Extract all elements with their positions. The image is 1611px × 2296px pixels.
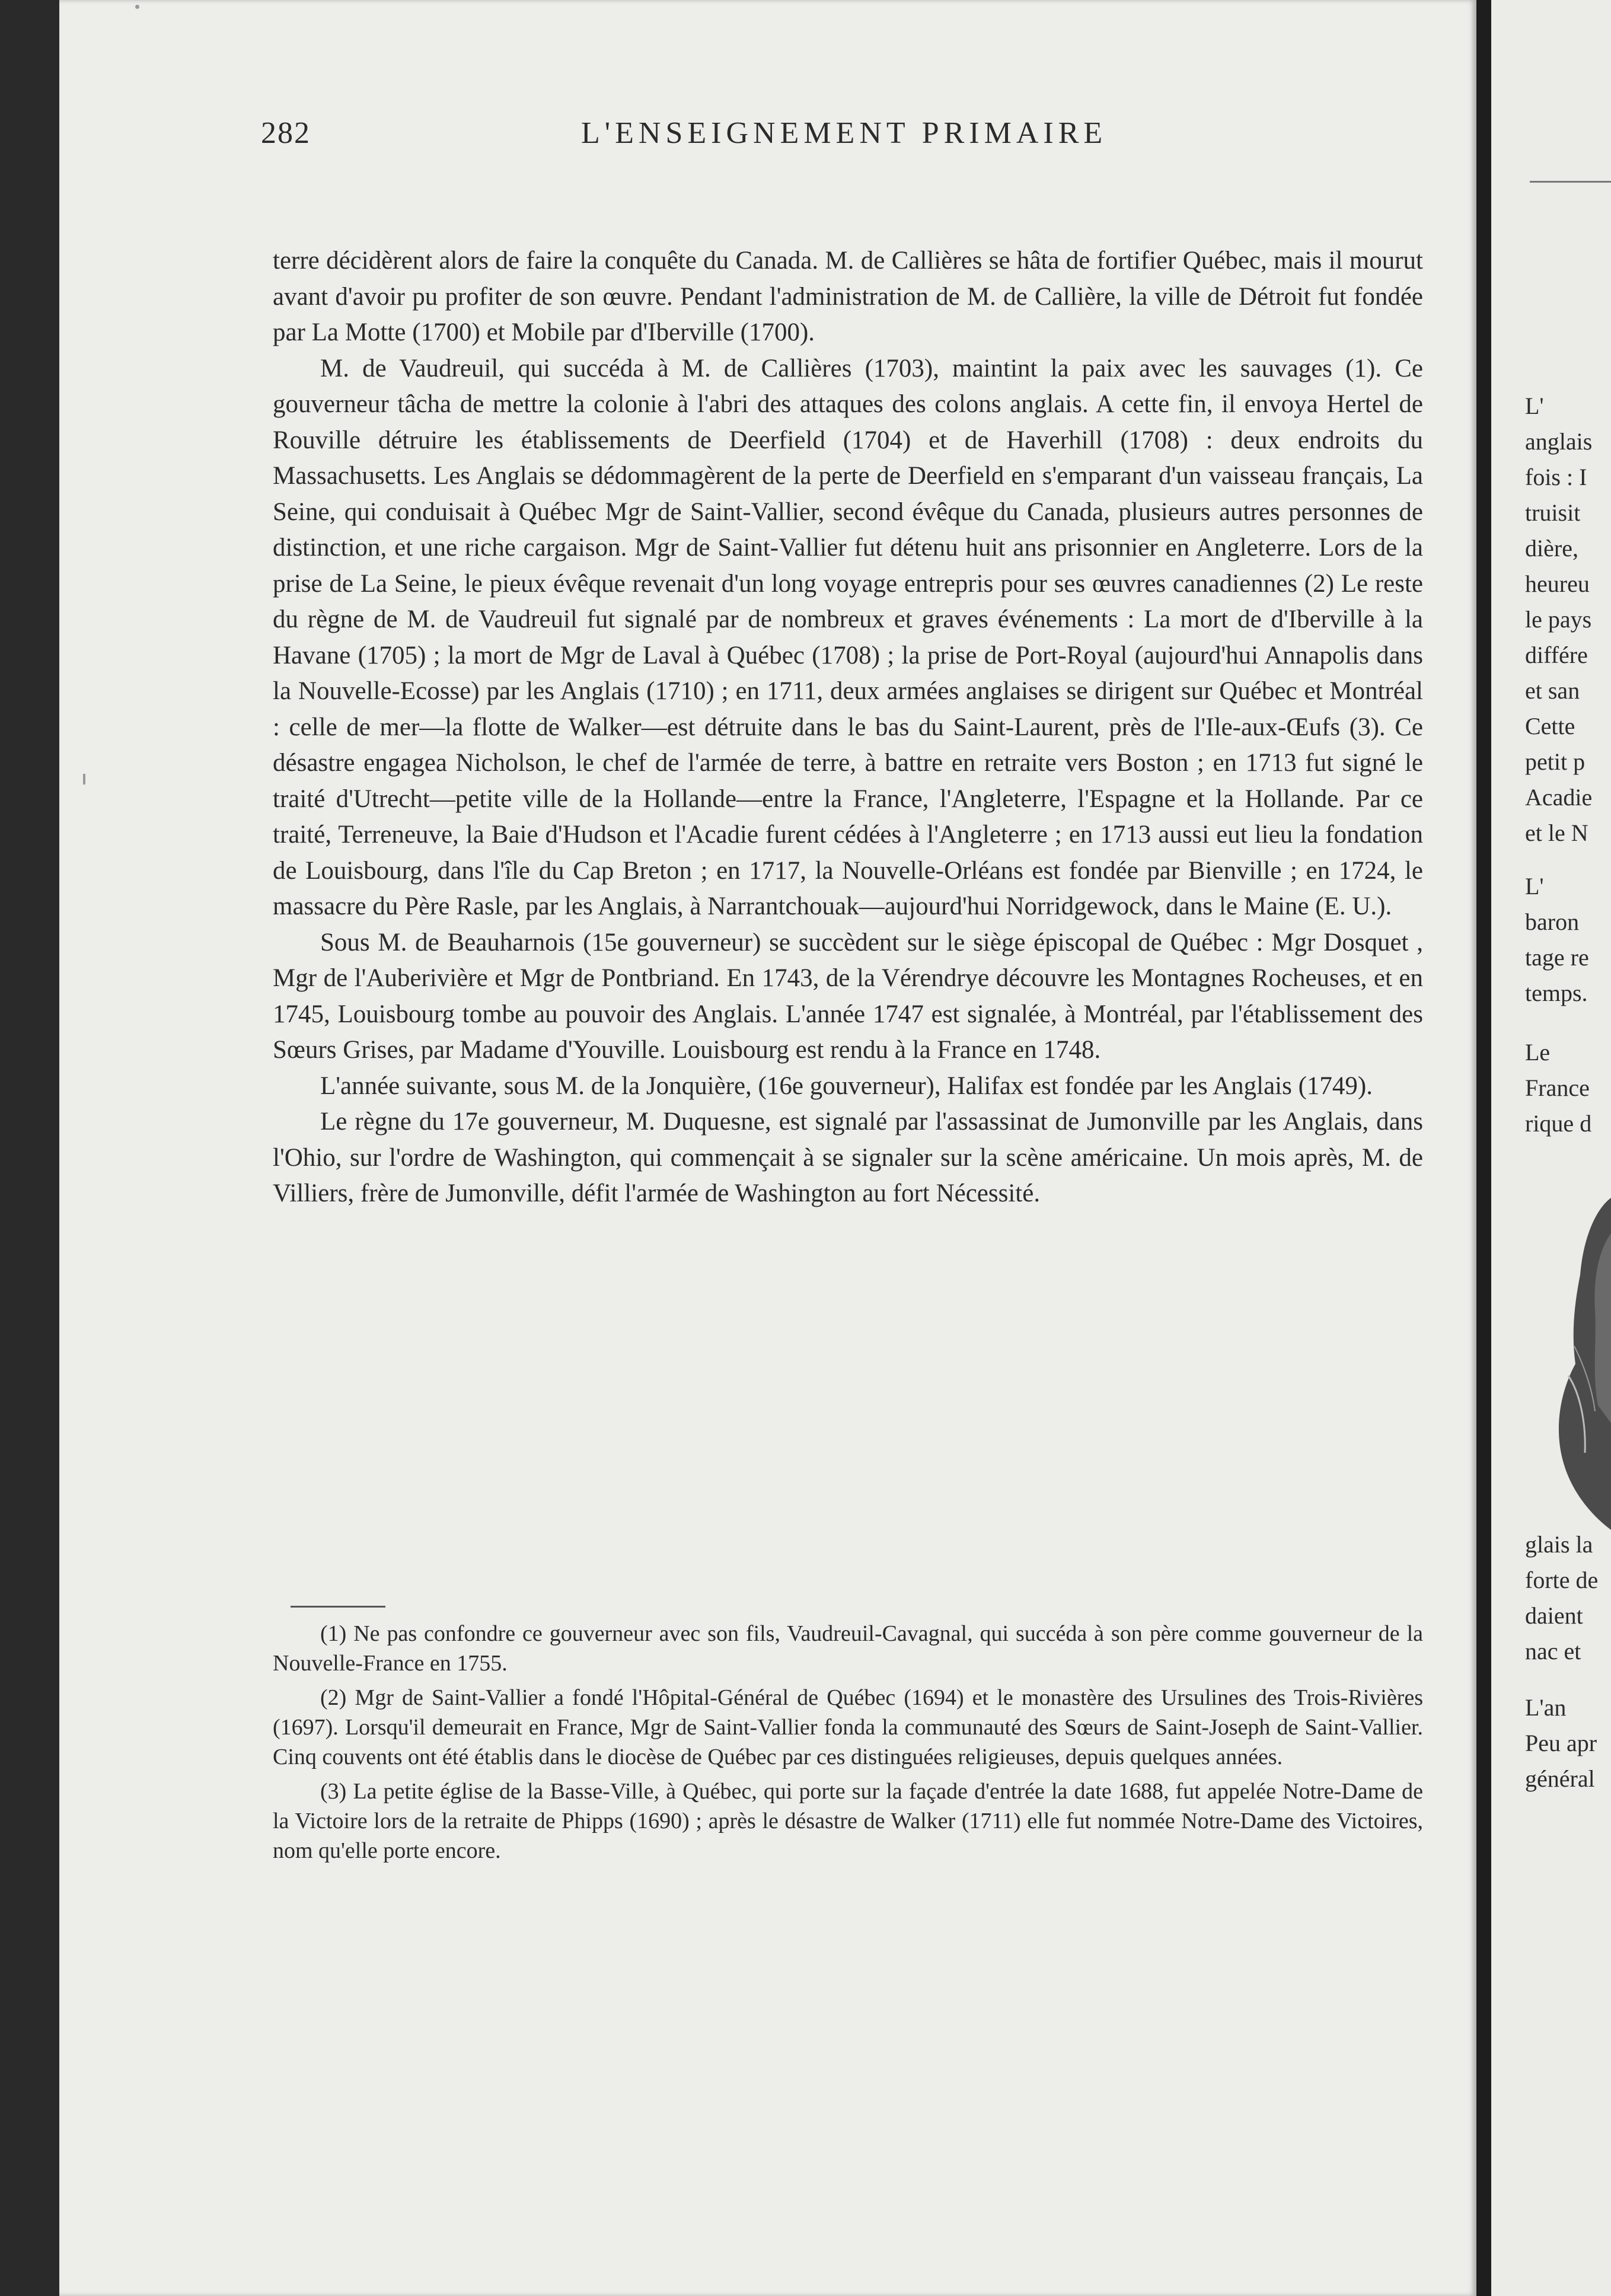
facing-line: temps. [1525,980,1588,1006]
facing-line: baron [1525,908,1580,935]
facing-line: glais la [1525,1531,1593,1558]
page-number: 282 [261,116,311,150]
facing-line: L' [1525,873,1544,900]
footnote: (2) Mgr de Saint-Vallier a fondé l'Hôpital-Général de Québec (1694) et le monastère des Ursulines des Trois-Rivières (1697). Lorsqu'il demeurait en France, Mgr de Saint-Vallier fonda la communauté des Sœurs de Saint-Joseph de Saint-Vallier. Cinq couvents ont été établis dans le diocèse de Québec par ces distinguées religieuses, depuis quelques années. [273,1685,1423,1769]
facing-line: nac et [1525,1638,1581,1664]
facing-line: rique d [1525,1110,1592,1137]
paragraph: L'année suivante, sous M. de la Jonquière, (16e gouverneur), Halifax est fondée par les Anglais (1749). [320,1072,1373,1100]
facing-line: anglais [1525,428,1593,455]
facing-page [1491,0,1611,2296]
body-text [273,243,1423,1212]
facing-line: général [1525,1765,1595,1792]
facing-line: le pays [1525,606,1592,633]
footnote: (1) Ne pas confondre ce gouverneur avec son fils, Vaudreuil-Cavagnal, qui succéda à son père comme gouverneur de la Nouvelle-France en 1755. [273,1621,1423,1676]
footnote-rule [291,1606,385,1608]
paragraph: Le règne du 17e gouverneur, M. Duquesne, est signalé par l'assassinat de Jumonville par les Anglais, dans l'Ohio, sur l'ordre de Washington, qui commençait à se signaler sur la scène américaine. Un mois après, M. de Villiers, frère de Jumonville, défit l'armée de Washington au fort Nécessité. [273,1108,1423,1207]
facing-line: Peu apr [1525,1730,1597,1756]
facing-line: Acadie [1525,784,1593,811]
book-gutter [1476,0,1491,2296]
facing-line: truisit [1525,499,1581,526]
facing-line: dière, [1525,535,1578,562]
footnote: (3) La petite église de la Basse-Ville, à Québec, qui porte sur la façade d'entrée la date 1688, fut appelée Notre-Dame de la Victoire lors de la retraite de Phipps (1690) ; après le désastre de Walker (1711) elle fut nommée Notre-Dame des Victoires, nom qu'elle porte encore. [273,1779,1423,1863]
facing-line: petit p [1525,748,1586,775]
facing-page-rule [1530,181,1611,183]
facing-line: fois : I [1525,464,1587,490]
paragraph: Sous M. de Beauharnois (15e gouverneur) se succèdent sur le siège épiscopal de Québec : Mgr Dosquet , Mgr de l'Auberivière et Mgr de Pontbriand. En 1743, de la Vérendrye découvre les Montagnes Rocheuses, et en 1745, Louisbourg tombe au pouvoir des Anglais. L'année 1747 est signalée, à Montréal, par l'établissement des Sœurs Grises, par Madame d'Youville. Louisbourg est rendu à la France en 1748. [273,928,1423,1064]
facing-line: L'an [1525,1694,1567,1721]
facing-line: différe [1525,642,1588,668]
dust-speck [83,774,85,785]
portrait-engraving [1539,1198,1611,1530]
footnotes [273,1619,1423,1870]
facing-line: tage re [1525,944,1589,971]
facing-line: L' [1525,393,1544,419]
paragraph: M. de Vaudreuil, qui succéda à M. de Callières (1703), maintint la paix avec les sauvages (1). Ce gouverneur tâcha de mettre la colonie à l'abri des attaques des colons anglais. A cette fin, il envoya Hertel de Rouville détruire les établissements de Deerfield (1704) et de Haverhill (1708) : deux endroits du Massachusetts. Les Anglais se dédommagèrent de la perte de Deerfield en s'emparant d'un vaisseau français, La Seine, qui conduisait à Québec Mgr de Saint-Vallier, second évêque du Canada, plusieurs autres personnes de distinction, et une riche cargaison. Mgr de Saint-Vallier fut détenu huit ans prisonnier en Angleterre. Lors de la prise de La Seine, le pieux évêque revenait d'un long voyage entrepris pour ses œuvres canadiennes (2) Le reste du règne de M. de Vaudreuil fut signalé par de nombreux et graves événements : La mort de d'Iberville à la Havane (1705) ; la mort de Mgr de Laval à Québec (1708) ; la prise de Port-Royal (aujourd'hui Annapolis dans la Nouvelle-Ecosse) par les Anglais (1710) ; en 1711, deux armées anglaises se dirigent sur Québec et Montréal : celle de mer—la flotte de Walker—est détruite dans le bas du Saint-Laurent, près de l'Ile-aux-Œufs (3). Ce désastre engagea Nicholson, le chef de l'armée de terre, à battre en retraite vers Boston ; en 1713 fut signé le traité d'Utrecht—petite ville de la Hollande—entre la France, l'Angleterre, l'Espagne et la Hollande. Par ce traité, Terreneuve, la Baie d'Hudson et l'Acadie furent cédées à l'Angleterre ; en 1713 aussi eut lieu la fondation de Louisbourg, dans l'île du Cap Breton ; en 1717, la Nouvelle-Orléans est fondée par Bienville ; en 1724, le massacre du Père Rasle, par les Anglais, à Narrantchouak—aujourd'hui Norridgewock, dans le Maine (E. U.). [273,354,1423,920]
facing-line: heureu [1525,570,1590,597]
facing-line: France [1525,1074,1590,1101]
facing-line: Cette [1525,713,1575,739]
facing-line: Le [1525,1039,1551,1066]
facing-line: et le N [1525,819,1588,846]
paragraph: terre décidèrent alors de faire la conquête du Canada. M. de Callières se hâta de fortifier Québec, mais il mourut avant d'avoir pu profiter de son œuvre. Pendant l'administration de M. de Callière, la ville de Détroit fut fondée par La Motte (1700) et Mobile par d'Iberville (1700). [273,247,1423,346]
dust-speck [135,5,139,9]
facing-line: et san [1525,677,1580,704]
facing-line: forte de [1525,1567,1599,1593]
facing-line: daient [1525,1602,1583,1629]
running-head: L'ENSEIGNEMENT PRIMAIRE [581,116,1108,150]
